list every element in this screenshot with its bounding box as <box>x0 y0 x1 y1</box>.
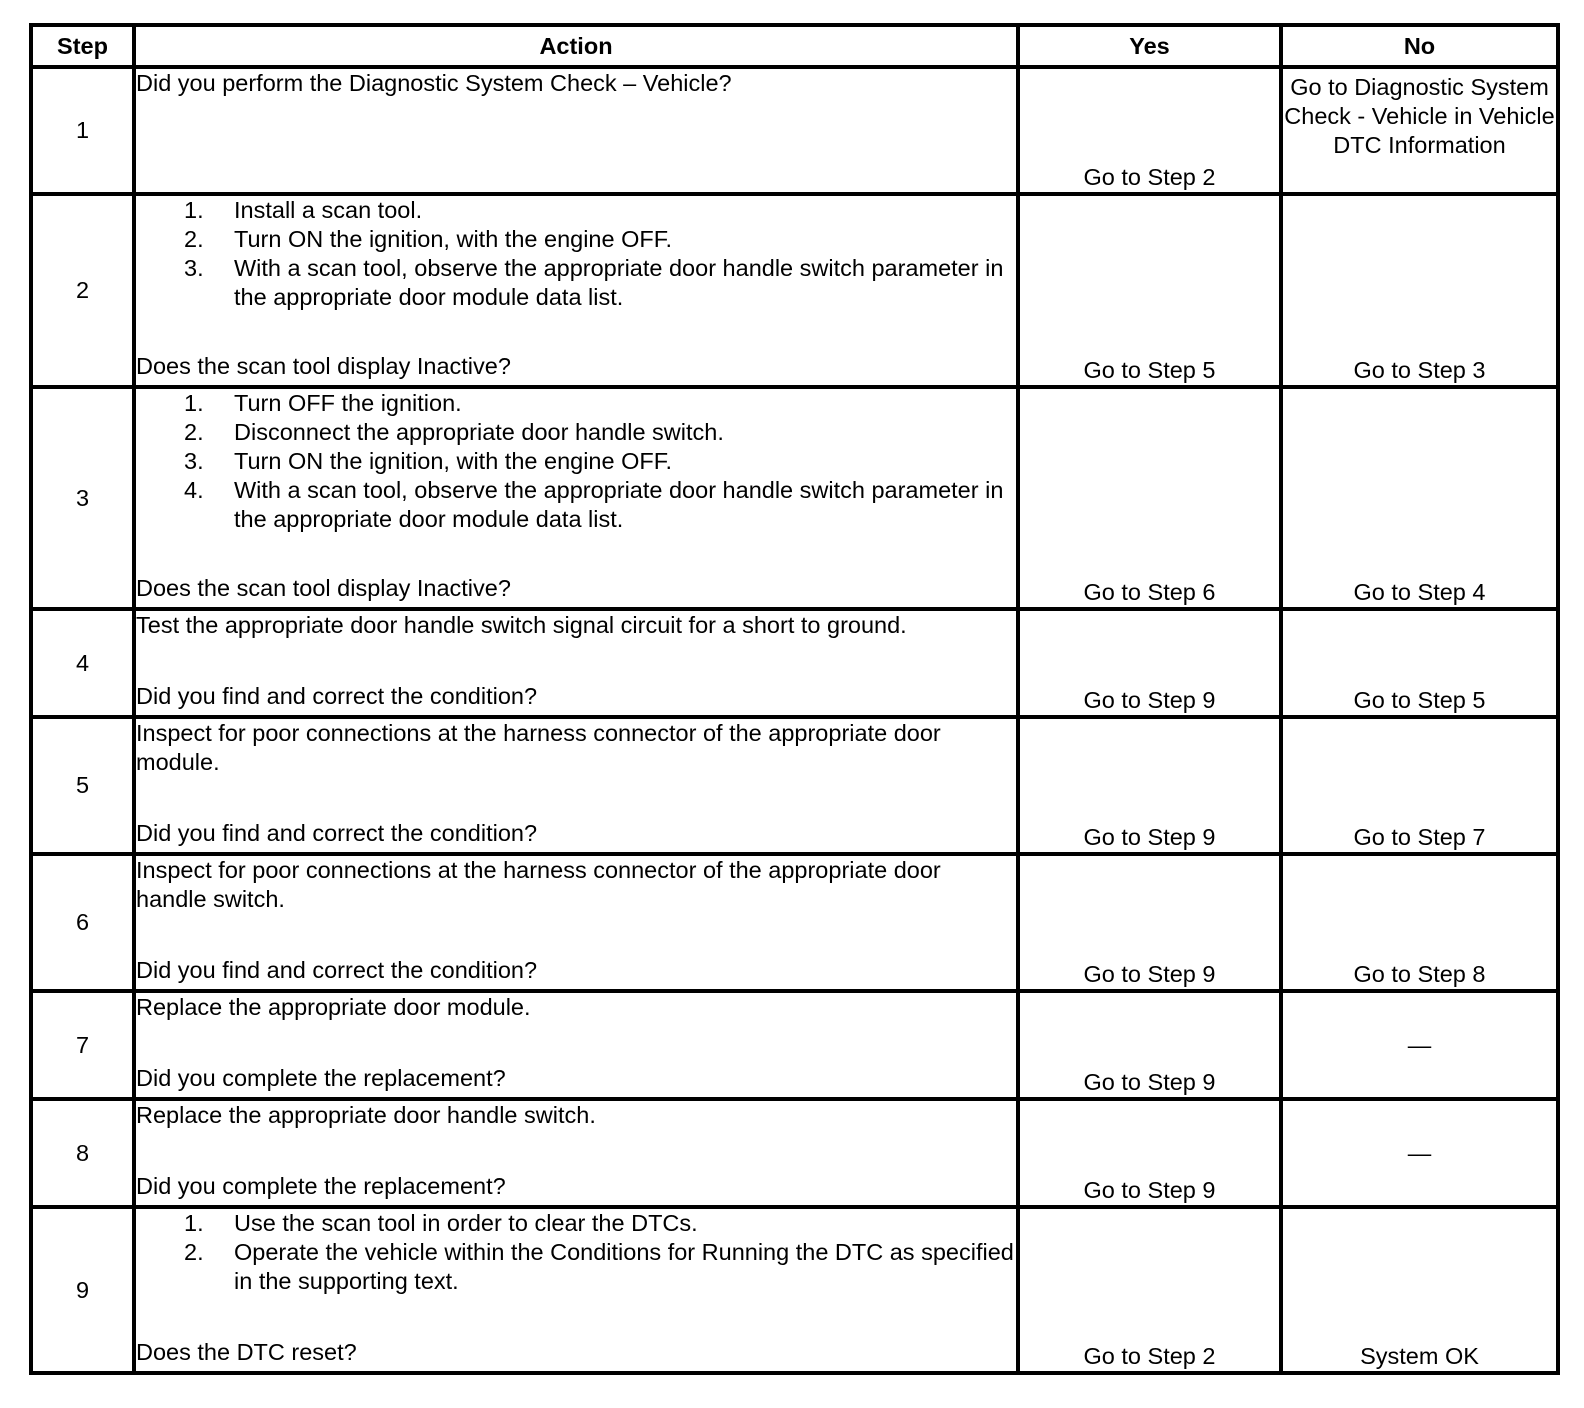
yes-outcome: Go to Step 9 <box>1018 1099 1281 1207</box>
yes-outcome: Go to Step 9 <box>1018 717 1281 854</box>
action-instruction: Replace the appropriate door handle switch. <box>136 1102 596 1128</box>
action-steps <box>136 389 1016 566</box>
no-outcome: — <box>1281 991 1558 1099</box>
action-question: Did you find and correct the condition? <box>136 683 538 709</box>
action-instruction: Did you perform the Diagnostic System Check – Vehicle? <box>136 70 732 96</box>
action-instruction: Inspect for poor connections at the harness connector of the appropriate door handle switch. <box>136 857 941 912</box>
header-yes: Yes <box>1018 25 1281 67</box>
step-number: 4 <box>31 609 134 717</box>
list-item: 3. Turn ON the ignition, with the engine OFF. <box>184 448 673 474</box>
header-row <box>31 25 1558 67</box>
header-step: Step <box>31 25 134 67</box>
yes-outcome: Go to Step 9 <box>1018 609 1281 717</box>
table-row <box>31 854 1558 991</box>
action-question: Did you find and correct the condition? <box>136 820 538 846</box>
step-number: 7 <box>31 991 134 1099</box>
action-question: Did you complete the replacement? <box>136 1173 506 1199</box>
action-instruction: Test the appropriate door handle switch signal circuit for a short to ground. <box>136 612 907 638</box>
action-cell <box>134 194 1018 387</box>
action-steps <box>136 196 1016 344</box>
action-question: Does the DTC reset? <box>136 1339 357 1365</box>
action-steps <box>136 1209 1016 1330</box>
action-cell <box>134 854 1018 991</box>
no-outcome: — <box>1281 1099 1558 1207</box>
list-item: 4. With a scan tool, observe the appropriate door handle switch parameter in the appropriate door module data list. <box>184 477 1004 532</box>
action-cell <box>134 1099 1018 1207</box>
step-number: 1 <box>31 67 134 194</box>
action-question: Does the scan tool display Inactive? <box>136 353 511 379</box>
table-row <box>31 387 1558 609</box>
no-outcome: Go to Step 4 <box>1281 387 1558 609</box>
action-cell <box>134 67 1018 194</box>
action-instruction: Inspect for poor connections at the harness connector of the appropriate door module. <box>136 720 941 775</box>
table-row <box>31 1207 1558 1373</box>
table-row <box>31 67 1558 194</box>
no-outcome: Go to Step 5 <box>1281 609 1558 717</box>
action-cell <box>134 1207 1018 1373</box>
step-number: 2 <box>31 194 134 387</box>
yes-outcome: Go to Step 5 <box>1018 194 1281 387</box>
step-number: 8 <box>31 1099 134 1207</box>
no-outcome: Go to Step 8 <box>1281 854 1558 991</box>
step-number: 6 <box>31 854 134 991</box>
yes-outcome: Go to Step 2 <box>1018 67 1281 194</box>
no-outcome: System OK <box>1281 1207 1558 1373</box>
list-item: 1. Use the scan tool in order to clear the DTCs. <box>184 1210 698 1236</box>
table-row <box>31 194 1558 387</box>
action-question: Does the scan tool display Inactive? <box>136 575 511 601</box>
no-outcome: Go to Step 3 <box>1281 194 1558 387</box>
diagnostic-table <box>29 23 1560 1375</box>
table-row <box>31 1099 1558 1207</box>
list-item: 2. Turn ON the ignition, with the engine OFF. <box>184 226 673 252</box>
action-cell <box>134 717 1018 854</box>
action-cell <box>134 387 1018 609</box>
action-instruction: Replace the appropriate door module. <box>136 994 531 1020</box>
list-item: 2. Operate the vehicle within the Conditions for Running the DTC as specified in the supporting text. <box>184 1239 1014 1294</box>
header-no: No <box>1281 25 1558 67</box>
action-question: Did you complete the replacement? <box>136 1065 506 1091</box>
yes-outcome: Go to Step 6 <box>1018 387 1281 609</box>
list-item: 1. Turn OFF the ignition. <box>184 390 462 416</box>
yes-outcome: Go to Step 9 <box>1018 854 1281 991</box>
table-row <box>31 717 1558 854</box>
no-outcome: Go to Step 7 <box>1281 717 1558 854</box>
action-cell <box>134 991 1018 1099</box>
no-outcome: Go to Diagnostic System Check - Vehicle in Vehicle DTC Information <box>1281 67 1558 194</box>
step-number: 9 <box>31 1207 134 1373</box>
header-action: Action <box>134 25 1018 67</box>
yes-outcome: Go to Step 9 <box>1018 991 1281 1099</box>
list-item: 3. With a scan tool, observe the appropriate door handle switch parameter in the appropriate door module data list. <box>184 255 1004 310</box>
table-row <box>31 991 1558 1099</box>
table-row <box>31 609 1558 717</box>
action-question: Did you find and correct the condition? <box>136 957 538 983</box>
step-number: 5 <box>31 717 134 854</box>
step-number: 3 <box>31 387 134 609</box>
list-item: 1. Install a scan tool. <box>184 197 423 223</box>
yes-outcome: Go to Step 2 <box>1018 1207 1281 1373</box>
action-cell <box>134 609 1018 717</box>
list-item: 2. Disconnect the appropriate door handle switch. <box>184 419 724 445</box>
